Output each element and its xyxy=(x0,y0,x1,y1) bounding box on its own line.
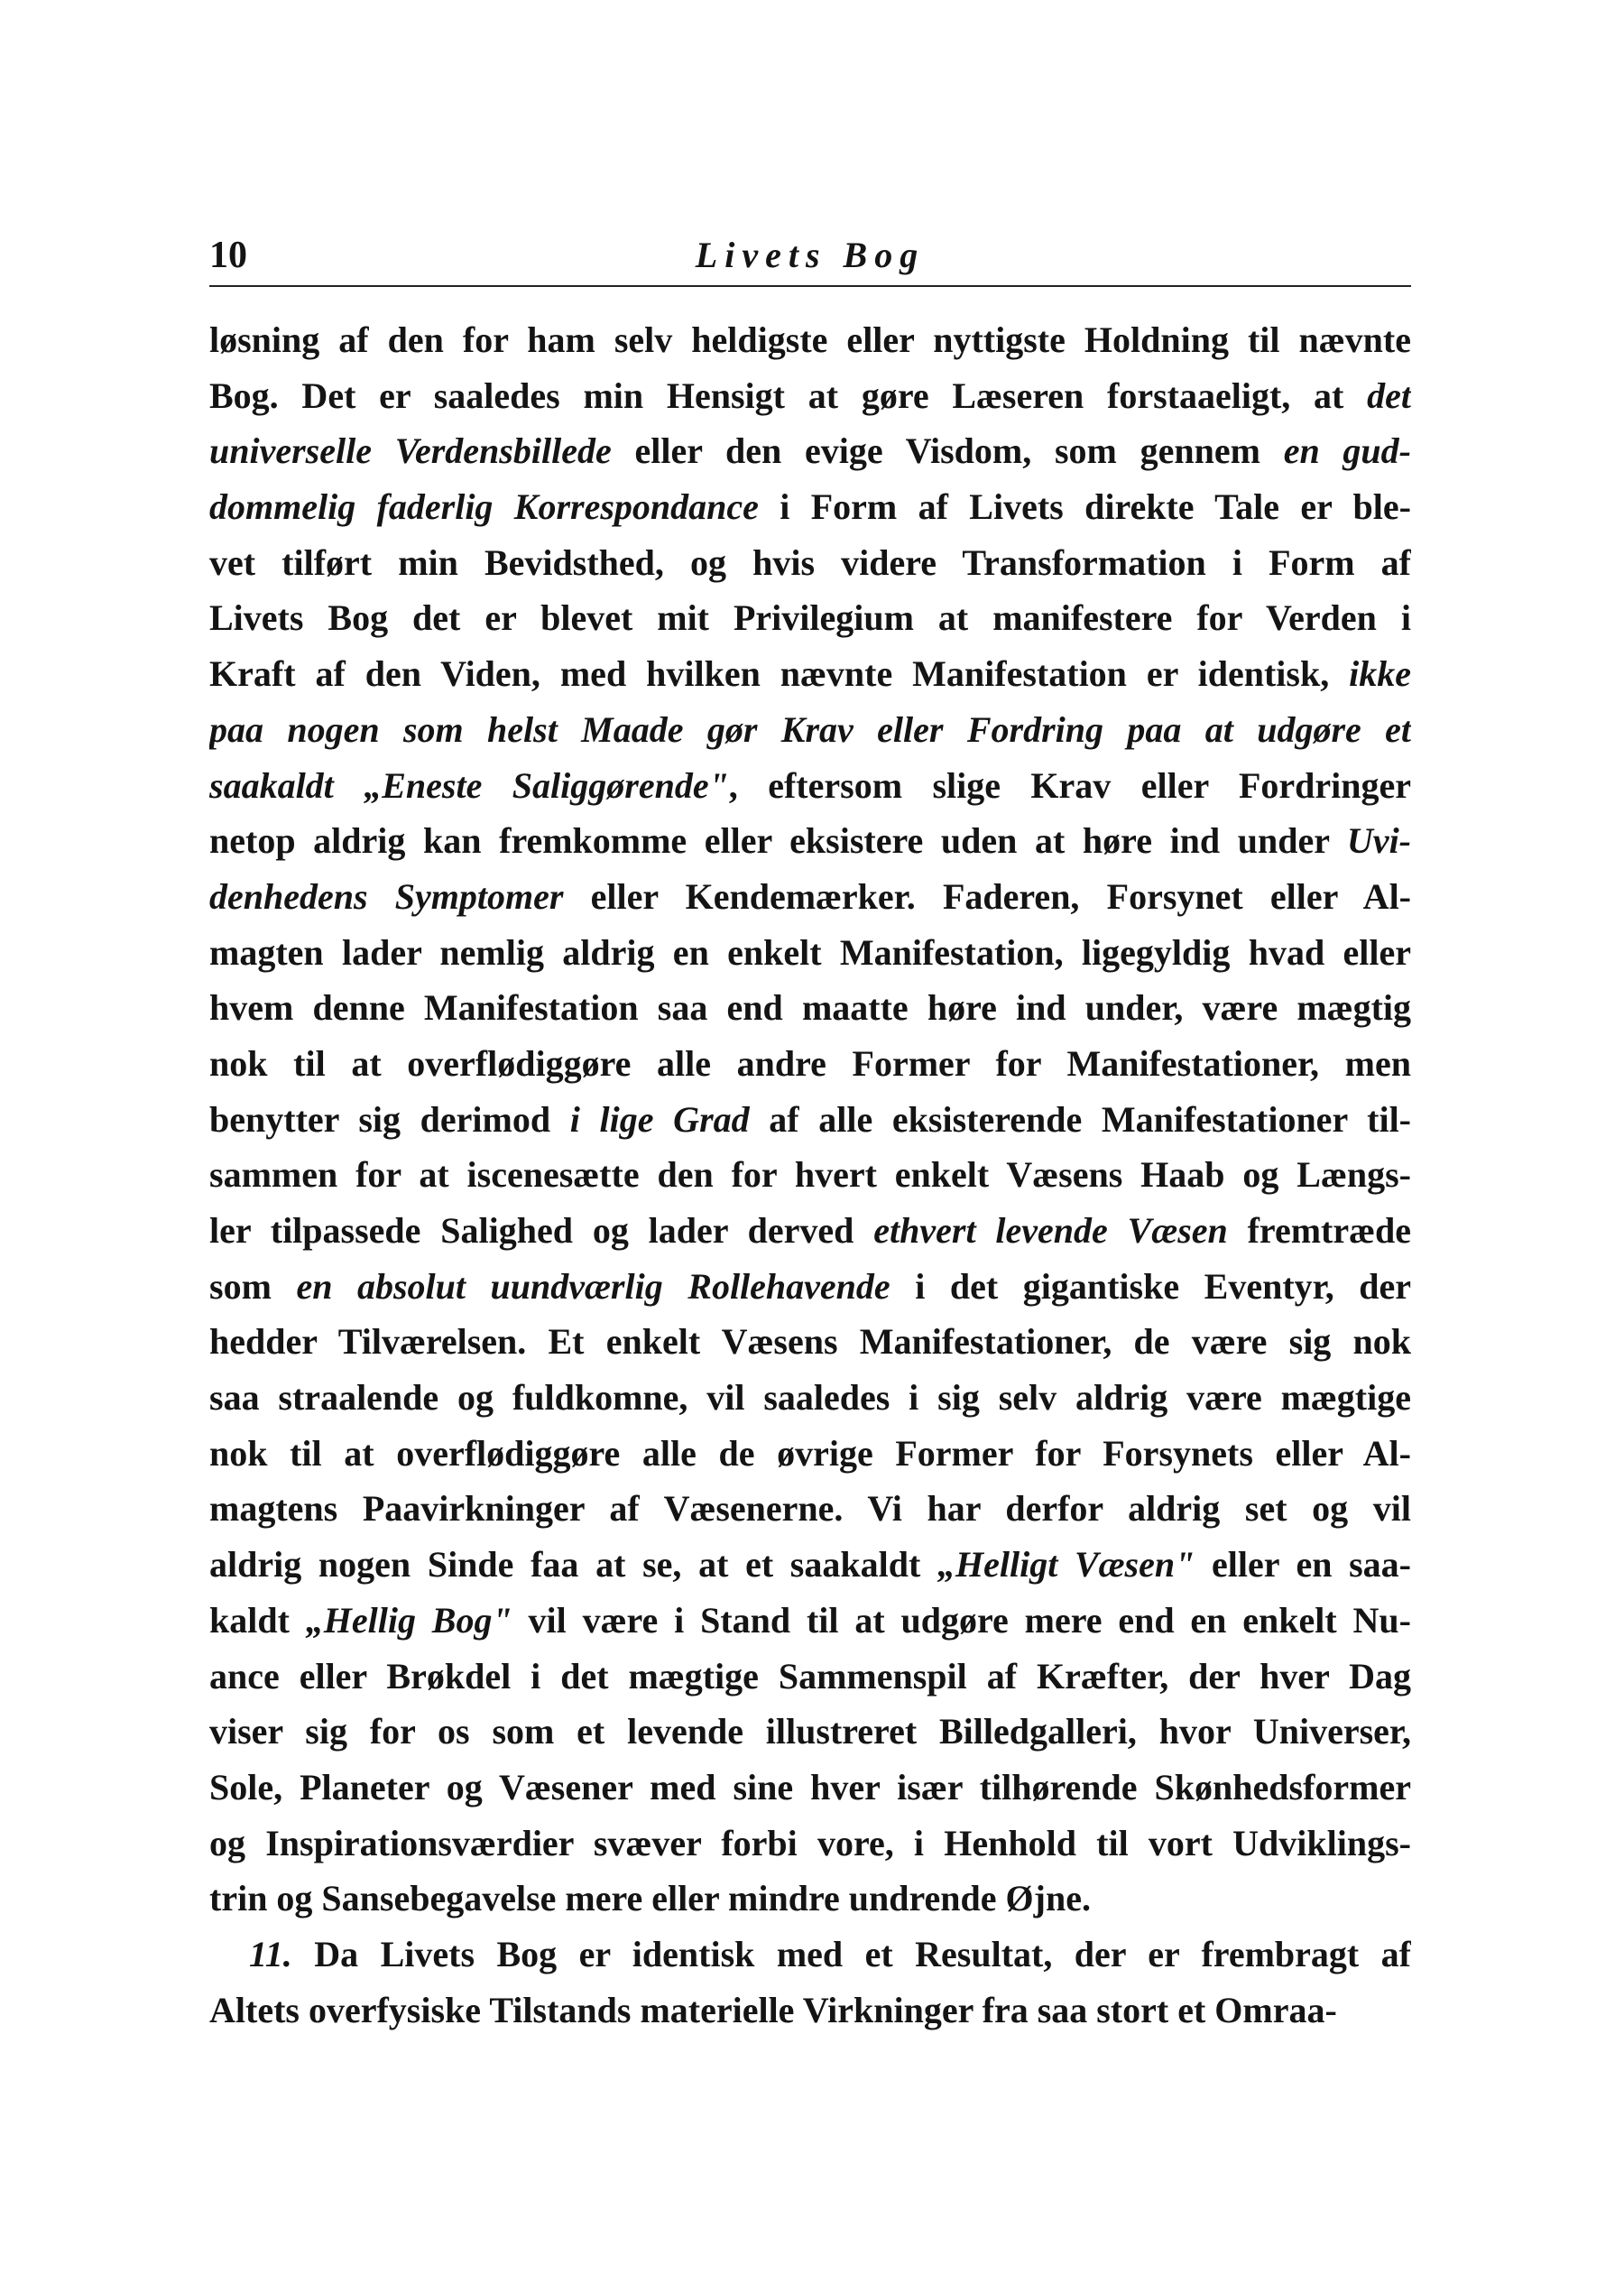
text-run: ler tilpassede Salighed og lader derved xyxy=(209,1210,874,1251)
text-line xyxy=(209,1203,1411,1259)
text-run: saa straalende og fuldkomne, vil saaledes i sig selv aldrig være mægtige xyxy=(209,1377,1411,1419)
body-text xyxy=(209,312,1411,2038)
text-run: som xyxy=(209,1265,297,1307)
text-line xyxy=(209,1593,1411,1649)
text-run: eller den evige Visdom, som gennem xyxy=(611,430,1284,472)
text-run: , eftersom slige Krav eller Fordringer xyxy=(728,764,1411,806)
page-header xyxy=(209,226,1411,287)
text-run: kaldt xyxy=(209,1599,306,1641)
text-line xyxy=(209,1816,1411,1872)
italic-text: ethvert levende Væsen xyxy=(873,1210,1228,1251)
text-run: trin og Sansebegavelse mere eller mindre undrende Øjne. xyxy=(209,1878,1091,1919)
italic-text: „Helligt Væsen" xyxy=(937,1544,1195,1586)
text-line xyxy=(209,758,1411,814)
text-line xyxy=(209,1537,1411,1593)
text-run: aldrig nogen Sinde faa at se, at et saakaldt xyxy=(209,1544,937,1586)
text-run: viser sig for os som et levende illustreret Billedgalleri, hvor Universer, xyxy=(209,1711,1411,1752)
italic-text: denhedens Symptomer xyxy=(209,875,564,917)
text-line xyxy=(209,590,1411,646)
text-run: netop aldrig kan fremkomme eller eksistere uden at høre ind under xyxy=(209,820,1347,862)
text-line xyxy=(209,1983,1411,2039)
text-run: magten lader nemlig aldrig en enkelt Manifestation, ligegyldig hvad eller xyxy=(209,931,1411,973)
text-run: Bog. Det er saaledes min Hensigt at gøre Læseren forstaaeligt, at xyxy=(209,374,1368,416)
text-run: og Inspirationsværdier svæver forbi vore, i Henhold til vort Udviklings- xyxy=(209,1822,1411,1863)
text-run: fremtræde xyxy=(1227,1210,1411,1251)
text-line xyxy=(209,312,1411,368)
text-line xyxy=(209,813,1411,869)
italic-text: en absolut uundværlig Rollehavende xyxy=(296,1265,890,1307)
text-line xyxy=(209,1704,1411,1760)
text-line xyxy=(209,980,1411,1036)
italic-text: i lige Grad xyxy=(569,1098,750,1140)
italic-text: saakaldt „Eneste Saliggørende" xyxy=(209,764,729,806)
text-run: hvem denne Manifestation saa end maatte høre ind under, være mægtig xyxy=(209,987,1411,1029)
text-line xyxy=(209,1314,1411,1370)
text-line xyxy=(209,1871,1411,1927)
italic-text: dommelig faderlig Korrespondance xyxy=(209,486,759,528)
text-run: benytter sig derimod xyxy=(209,1098,570,1140)
text-run: eller en saa- xyxy=(1195,1544,1411,1586)
text-line xyxy=(209,368,1411,424)
text-line xyxy=(209,535,1411,591)
text-line xyxy=(209,1481,1411,1537)
text-run: sammen for at iscenesætte den for hvert enkelt Væsens Haab og Længs- xyxy=(209,1154,1411,1196)
text-line xyxy=(209,925,1411,981)
text-line xyxy=(209,869,1411,925)
italic-text: 11. xyxy=(249,1933,292,1974)
text-run: Sole, Planeter og Væsener med sine hver især tilhørende Skønhedsformer xyxy=(209,1766,1411,1808)
text-line xyxy=(209,1760,1411,1816)
text-line xyxy=(209,1147,1411,1203)
text-run: vil være i Stand til at udgøre mere end en enkelt Nu- xyxy=(512,1599,1411,1641)
text-line xyxy=(209,1036,1411,1092)
text-line xyxy=(209,1649,1411,1705)
text-run: eller Kendemærker. Faderen, Forsynet eller Al- xyxy=(563,875,1411,917)
italic-text: det xyxy=(1367,374,1411,416)
running-title: Livets Bog xyxy=(695,235,926,275)
text-run: Livets Bog det er blevet mit Privilegium at manifestere for Verden i xyxy=(209,597,1411,639)
page-number: 10 xyxy=(209,235,247,276)
text-run: i det gigantiske Eventyr, der xyxy=(890,1265,1411,1307)
italic-text: „Hellig Bog" xyxy=(305,1599,512,1641)
text-line xyxy=(209,646,1411,702)
text-line xyxy=(209,1259,1411,1315)
text-run: ance eller Brøkdel i det mægtige Sammenspil af Kræfter, der hver Dag xyxy=(209,1655,1411,1697)
text-run: af alle eksisterende Manifestationer til- xyxy=(749,1098,1411,1140)
text-run: Da Livets Bog er identisk med et Resultat, der er frembragt af xyxy=(291,1933,1411,1974)
text-run: magtens Paavirkninger af Væsenerne. Vi har derfor aldrig set og vil xyxy=(209,1488,1411,1530)
text-run: hedder Tilværelsen. Et enkelt Væsens Manifestationer, de være sig nok xyxy=(209,1321,1411,1363)
text-line xyxy=(209,1370,1411,1426)
italic-text: Uvi- xyxy=(1346,820,1411,862)
text-line xyxy=(209,1092,1411,1148)
text-run: nok til at overflødiggøre alle de øvrige Former for Forsynets eller Al- xyxy=(209,1432,1411,1474)
text-line xyxy=(209,423,1411,479)
text-line xyxy=(209,1426,1411,1482)
italic-text: paa nogen som helst Maade gør Krav eller Fordring paa at udgøre et xyxy=(209,708,1411,750)
text-line xyxy=(209,702,1411,758)
text-run: vet tilført min Bevidsthed, og hvis videre Transformation i Form af xyxy=(209,541,1411,583)
text-run: løsning af den for ham selv heldigste eller nyttigste Holdning til nævnte xyxy=(209,319,1411,360)
text-line xyxy=(209,1927,1411,1983)
italic-text: en gud- xyxy=(1283,430,1411,472)
text-line xyxy=(209,479,1411,535)
text-run: Altets overfysiske Tilstands materielle Virkninger fra saa stort et Omraa- xyxy=(209,1989,1337,2030)
italic-text: universelle Verdensbillede xyxy=(209,430,612,472)
text-run: i Form af Livets direkte Tale er ble- xyxy=(758,486,1411,528)
text-run: nok til at overflødiggøre alle andre Former for Manifestationer, men xyxy=(209,1042,1411,1084)
text-run: Kraft af den Viden, med hvilken nævnte Manifestation er identisk, xyxy=(209,653,1350,695)
italic-text: ikke xyxy=(1349,653,1411,695)
